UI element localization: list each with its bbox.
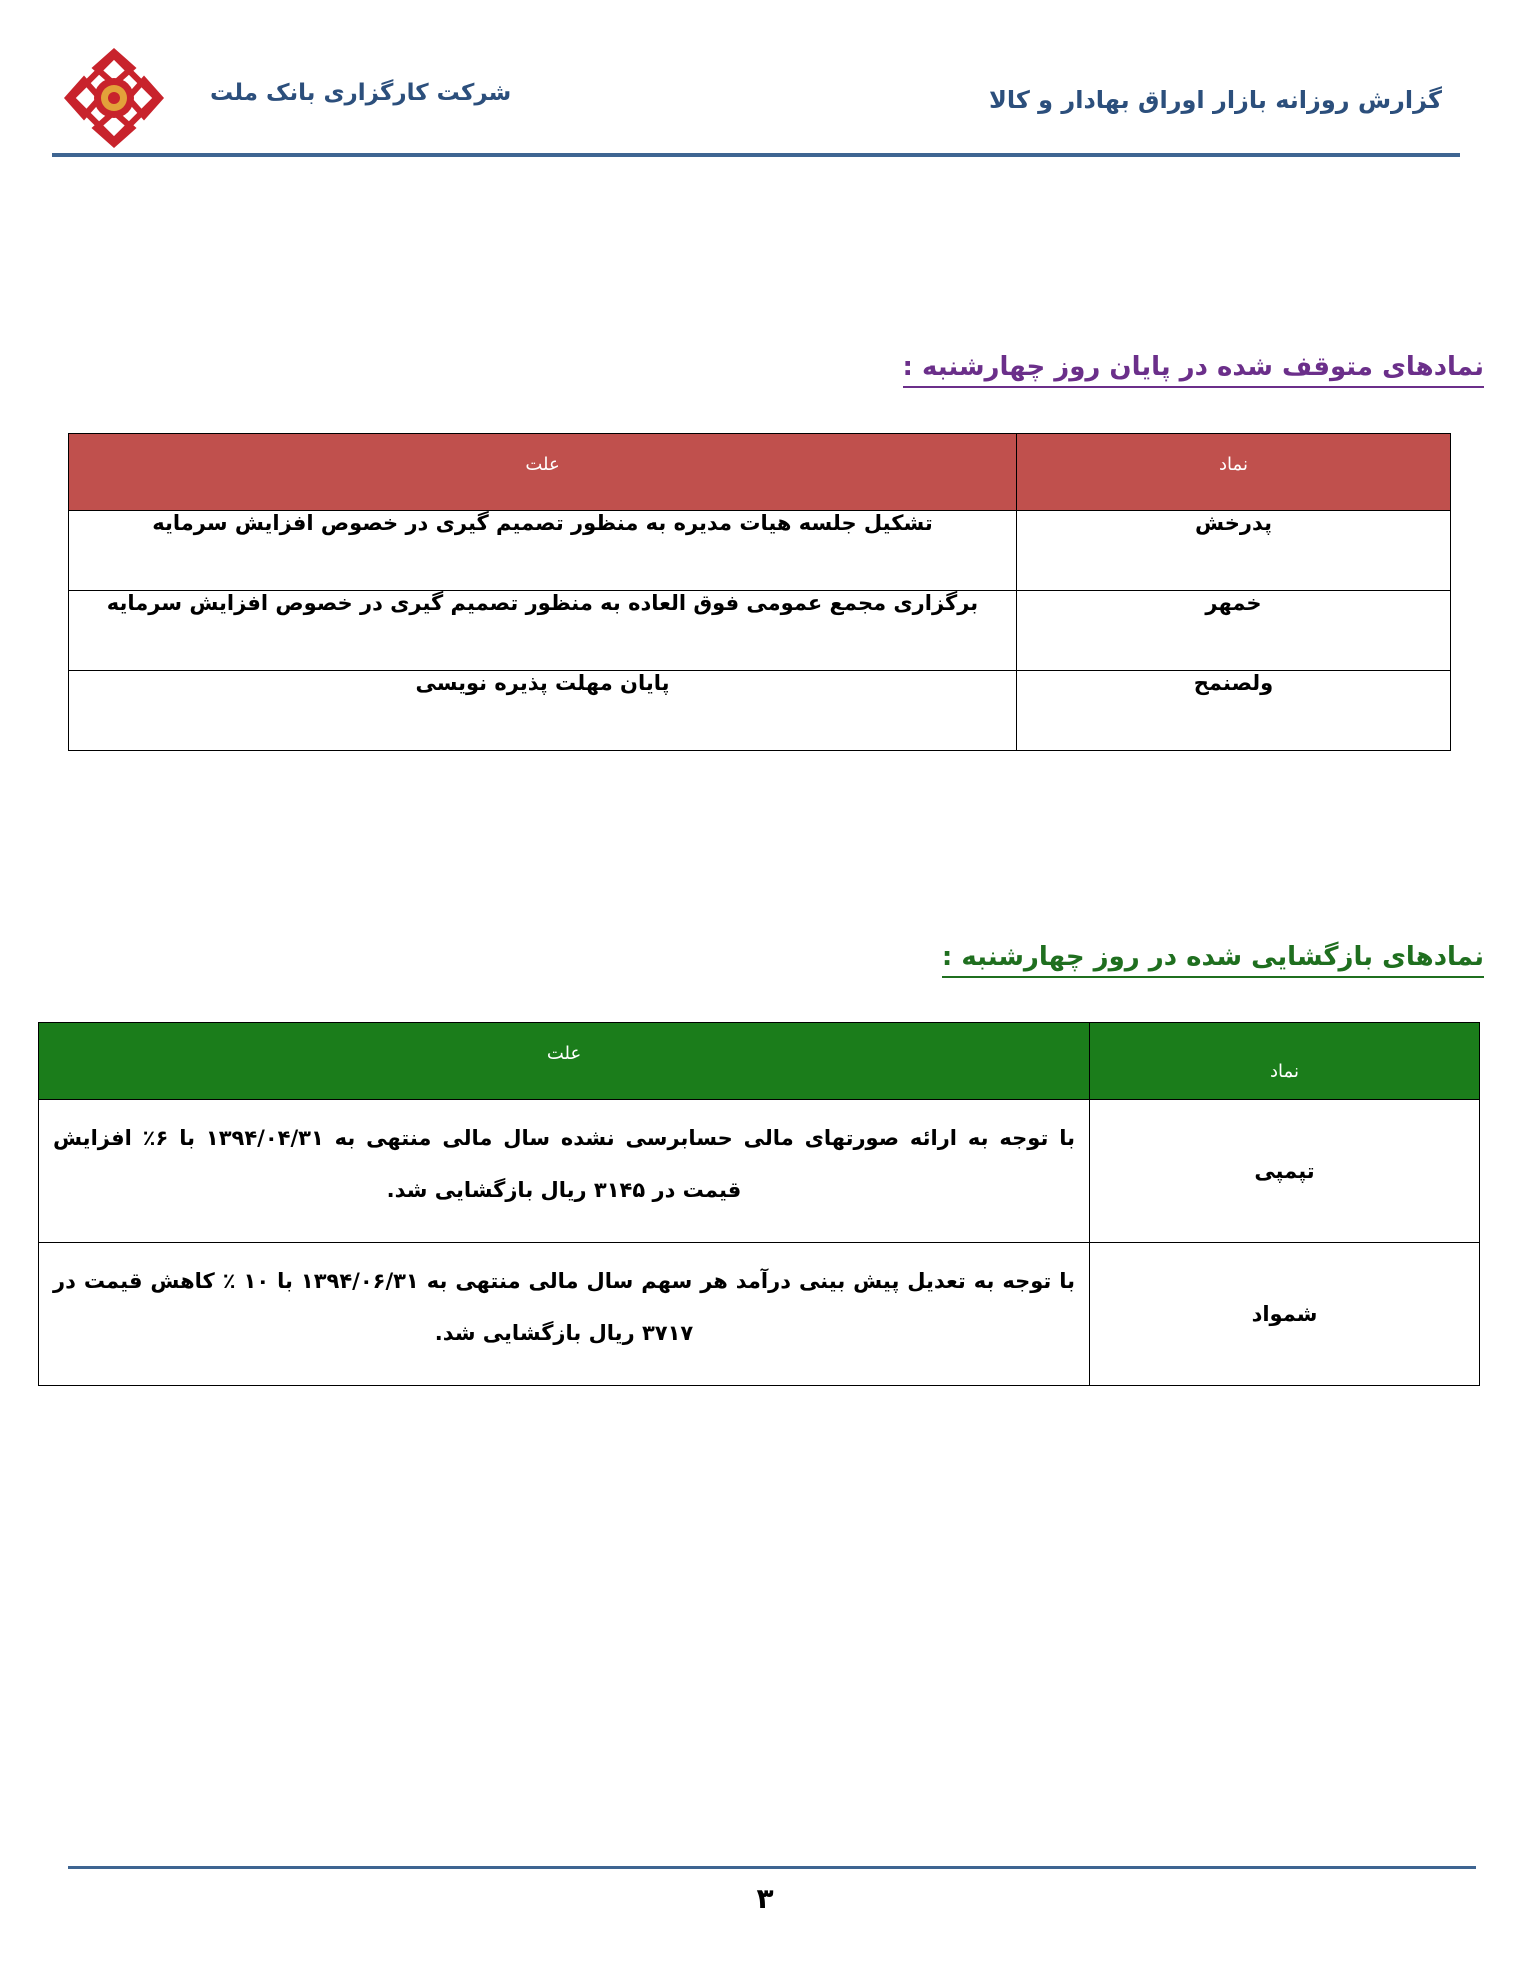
table-header-row [39,1023,1480,1100]
table-row [69,591,1451,671]
table-row [69,511,1451,591]
symbol-cell: تپمپی [1090,1100,1480,1243]
symbol-cell: خمهر [1017,591,1451,671]
table-row [69,671,1451,751]
column-header-symbol: نماد [1090,1023,1480,1100]
company-name: شرکت کارگزاری بانک ملت [210,80,512,106]
table-row [39,1243,1480,1386]
page-number: ۳ [756,1882,774,1915]
report-title: گزارش روزانه بازار اوراق بهادار و کالا [988,86,1442,114]
reopened-section-title: نمادهای بازگشایی شده در روز چهارشنبه : [942,942,1484,978]
reason-cell: تشکیل جلسه هیات مدیره به منظور تصمیم گیری در خصوص افزایش سرمایه [69,511,1017,591]
reason-cell: با توجه به تعدیل پیش بینی درآمد هر سهم سال مالی منتهی به ۱۳۹۴/۰۶/۳۱ با ۱۰ ٪ کاهش قیمت در ۳۷۱۷ ریال بازگشایی شد. [39,1243,1090,1386]
column-header-symbol: نماد [1017,434,1451,511]
symbol-cell: پدرخش [1017,511,1451,591]
reason-cell: برگزاری مجمع عمومی فوق العاده به منظور تصمیم گیری در خصوص افزایش سرمایه [69,591,1017,671]
header-divider [52,153,1460,157]
halted-symbols-table [68,433,1451,751]
reopened-symbols-table [38,1022,1480,1386]
footer-divider [68,1866,1476,1869]
symbol-cell: ولصنمح [1017,671,1451,751]
halted-section-title: نمادهای متوقف شده در پایان روز چهارشنبه : [903,352,1484,388]
table-header-row [69,434,1451,511]
symbol-cell: شمواد [1090,1243,1480,1386]
reason-cell: با توجه به ارائه صورتهای مالی حسابرسی نشده سال مالی منتهی به ۱۳۹۴/۰۴/۳۱ با ۶٪ افزایش قیمت در ۳۱۴۵ ریال بازگشایی شد. [39,1100,1090,1243]
bank-mellat-logo-icon [62,46,166,150]
table-row [39,1100,1480,1243]
column-header-reason: علت [69,434,1017,511]
reason-cell: پایان مهلت پذیره نویسی [69,671,1017,751]
column-header-reason: علت [39,1023,1090,1100]
